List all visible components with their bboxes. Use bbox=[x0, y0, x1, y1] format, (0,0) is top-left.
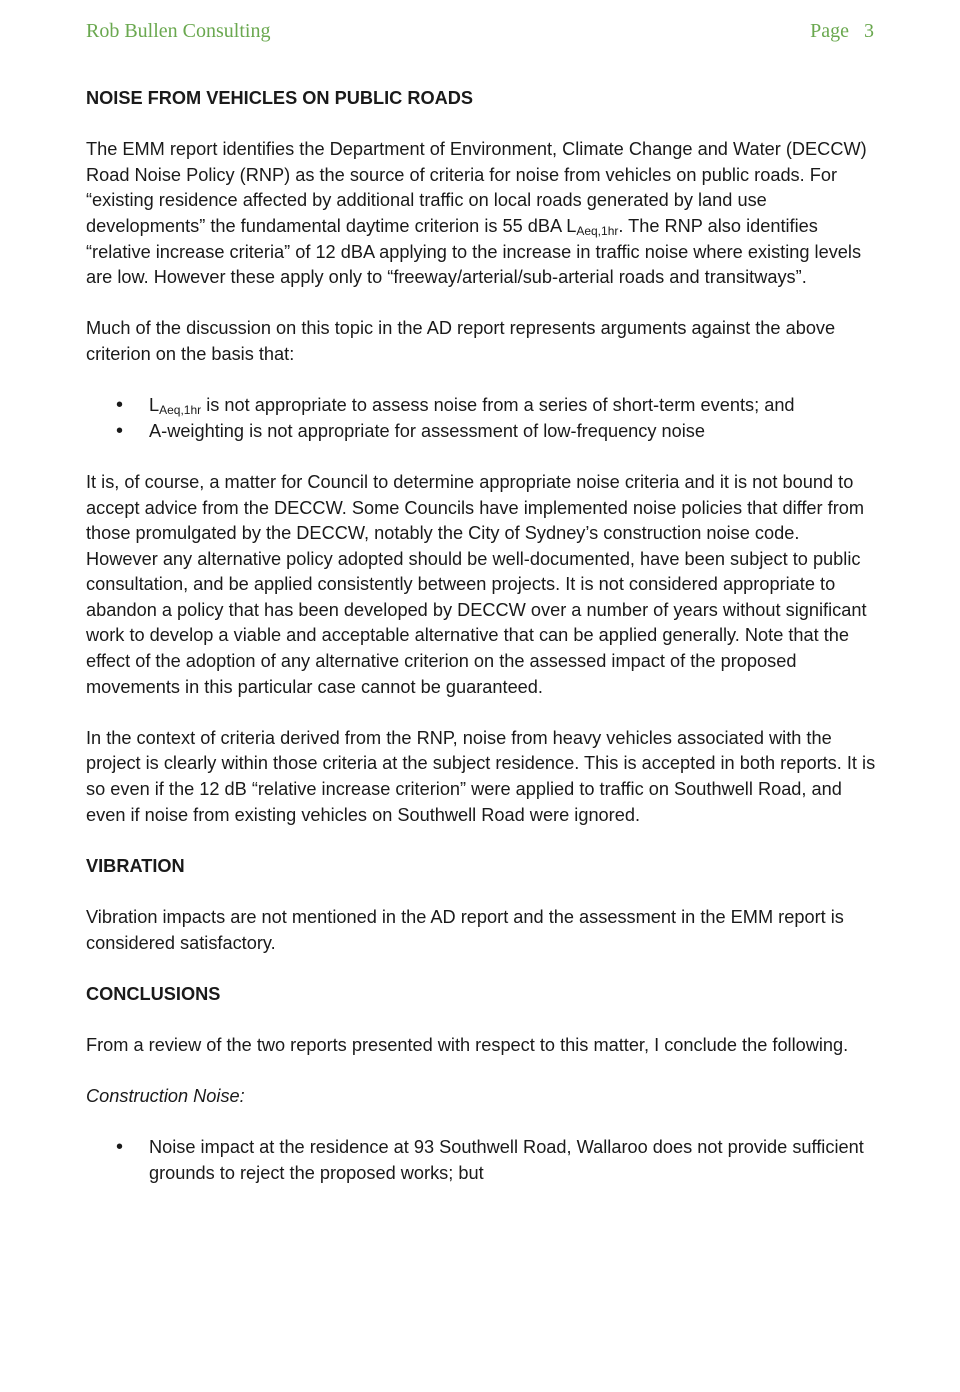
subheading-construction-noise bbox=[86, 1084, 876, 1110]
paragraph-rnp-criteria-part2: . The RNP also identifies “relative increase criteria” of 12 dBA applying to the increase in traffic noise where existing levels are low. However these apply only to “freeway/arterial/sub-arterial roads and transitways”. bbox=[86, 215, 862, 288]
paragraph-rnp-context: In the context of criteria derived from the RNP, noise from heavy vehicles associated with the project is clearly within those criteria at the subject residence. This is accepted in both reports. It is so even if the 12 dB “relative increase criterion” were applied to traffic on Southwell Road, and even if noise from existing vehicles on Southwell Road were ignored. bbox=[86, 727, 876, 825]
page-header bbox=[86, 20, 874, 50]
paragraph-rnp-criteria bbox=[86, 137, 876, 291]
conclusions-list bbox=[86, 1135, 876, 1186]
list-item bbox=[86, 393, 876, 419]
page-number: 3 bbox=[864, 20, 874, 42]
heading-vibration: VIBRATION bbox=[86, 855, 185, 876]
page-number-label bbox=[810, 20, 874, 43]
laeq-subscript: Aeq,1hr bbox=[576, 223, 619, 238]
paragraph-vibration: Vibration impacts are not mentioned in the AD report and the assessment in the EMM report is considered satisfactory. bbox=[86, 907, 844, 953]
paragraph-conclusions-intro: From a review of the two reports presented with respect to this matter, I conclude the following. bbox=[86, 1034, 849, 1055]
paragraph-rnp-criteria-part1: The EMM report identifies the Department of Environment, Climate Change and Water (DECCW) Road Noise Policy (RNP) as the source of criteria for noise from vehicles on public roads. For “existing residence affected by additional traffic on local roads generated by land use developments” the fundamental daytime criterion is 55 dBA L bbox=[86, 139, 867, 236]
list-item: • A-weighting is not appropriate for assessment of low-frequency noise bbox=[86, 419, 876, 445]
firm-name: Rob Bullen Consulting bbox=[86, 20, 271, 42]
document-body bbox=[86, 86, 876, 1212]
paragraph-council-policy: It is, of course, a matter for Council to determine appropriate noise criteria and it is not bound to accept advice from the DECCW. Some Councils have implemented noise policies that differ from those promulgated by the DECCW, notably the City of Sydney’s construction noise code. However any alternative policy adopted should be well-documented, have been subject to public consultation, and be applied consistently between projects. It is not considered appropriate to abandon a policy that has been developed by DECCW over a number of years without significant work to develop a viable and acceptable alternative that can be applied generally. Note that the effect of the adoption of any alternative criterion on the assessed impact of the proposed movements in this particular case cannot be guaranteed. bbox=[86, 471, 867, 697]
list-item: • Noise impact at the residence at 93 Southwell Road, Wallaroo does not provide sufficient grounds to reject the proposed works; but bbox=[86, 1135, 876, 1186]
bullet1-rest: is not appropriate to assess noise from a series of short-term events; and bbox=[201, 395, 795, 416]
arguments-list bbox=[86, 393, 876, 444]
heading-conclusions: CONCLUSIONS bbox=[86, 983, 221, 1004]
page-label: Page bbox=[810, 20, 849, 42]
paragraph-ad-arguments: Much of the discussion on this topic in the AD report represents arguments against the above criterion on the basis that: bbox=[86, 318, 836, 364]
bullet1-main: L bbox=[149, 395, 160, 416]
bullet1-subscript: Aeq,1hr bbox=[159, 403, 202, 418]
construction-noise-label: Construction Noise: bbox=[86, 1086, 245, 1107]
heading-noise-vehicles: NOISE FROM VEHICLES ON PUBLIC ROADS bbox=[86, 88, 474, 108]
